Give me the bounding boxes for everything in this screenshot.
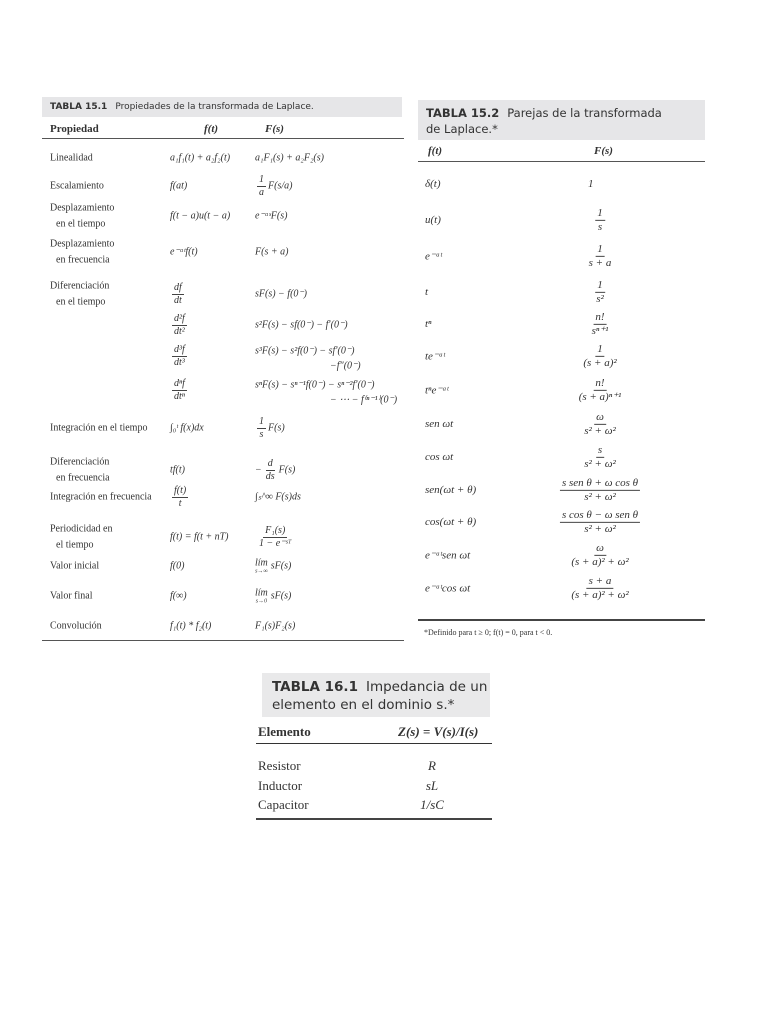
time-function: f(0) [170,560,185,572]
fraction [264,458,277,482]
laplace-transform: F(s + a) [255,246,289,258]
limit [255,588,268,605]
table-number: TABLA 16.1 [272,679,358,695]
denominator: dt² [174,325,185,337]
table-15-2-title [418,100,705,140]
property-label: Diferenciación [50,456,110,468]
limit [255,558,268,575]
laplace-transform: 1 [588,178,594,190]
property-label: en el tiempo [56,296,106,308]
time-function: cos ωt [425,451,454,463]
fraction [582,444,618,470]
lim-sub: s→∞ [255,568,268,575]
numerator: n! [595,376,605,389]
denominator: (s + a)ⁿ⁺¹ [578,390,622,403]
fraction [577,377,624,403]
expr: sF(s) [270,560,292,572]
table-title-cont: de Laplace.* [426,122,498,136]
numerator: s sen θ + ω cos θ [561,476,639,489]
time-function [170,344,189,368]
numerator: s [597,443,603,456]
laplace-transform: ∫ₛ^∞ F(s)ds [255,491,301,503]
laplace-transform [255,588,291,605]
impedance-value: R [428,758,436,773]
laplace-transform: s³F(s) − s²f(0⁻) − sf′(0⁻) [255,345,355,357]
denominator: s² + ω² [584,424,616,437]
property-label: Desplazamiento [50,238,115,250]
laplace-transform [558,509,642,535]
denominator: s² [596,292,604,305]
laplace-transform [255,174,292,198]
fraction [569,575,630,601]
fraction [172,282,184,306]
fraction [172,378,187,402]
numerator: 1 [597,278,603,291]
denominator: s² + ω² [584,522,616,535]
table-number: TABLA 15.2 [426,106,500,120]
property-label: en frecuencia [56,254,110,266]
prefix: − [255,464,262,476]
denominator: ds [265,470,275,482]
denominator: (s + a)² [583,356,617,369]
header-Fs: F(s) [265,123,284,135]
denominator: sⁿ⁺¹ [591,324,609,337]
table-title: Parejas de la transformada [507,106,662,120]
lim-sub: s→0 [255,598,268,605]
fraction [560,509,640,535]
numerator: d [267,458,273,469]
denominator: s² + ω² [584,457,616,470]
laplace-transform-cont: − ⋯ − f⁽ⁿ⁻¹⁾(0⁻) [330,394,398,406]
laplace-transform [255,458,295,482]
header-impedance: Z(s) = V(s)/I(s) [398,724,479,739]
fraction [560,477,640,503]
denominator: a [259,186,264,198]
element-name: Inductor [258,777,303,793]
numerator: d²f [174,313,185,324]
numerator: 1 [597,342,603,355]
fraction [172,485,188,509]
time-function: tⁿ [425,318,432,330]
numerator: dⁿf [174,378,185,389]
laplace-transform [580,411,620,437]
laplace-transform [585,243,616,269]
lim-text: lím [255,587,268,599]
denominator: t [178,497,182,509]
time-function: f₁(t) * f₂(t) [170,620,212,632]
time-function: tf(t) [170,464,185,476]
laplace-transform [580,444,620,470]
time-function: e⁻ᵃᵗ [425,250,442,263]
header-propiedad: Propiedad [50,123,99,135]
laplace-transform [255,525,295,549]
denominator: 1 − e⁻ˢᵀ [259,537,292,549]
time-function: f(∞) [170,590,187,602]
fraction [587,243,614,269]
property-label: Integración en frecuencia [50,491,152,503]
time-function: e⁻ᵃᵗcos ωt [425,582,471,595]
time-function: f(t − a)u(t − a) [170,210,231,222]
property-label: Desplazamiento [50,202,115,214]
fraction [594,279,606,305]
fraction [257,525,293,549]
numerator: 1 [597,206,603,219]
numerator: 1 [259,174,264,185]
table-number: TABLA 15.1 [50,102,108,112]
time-function [170,485,190,509]
numerator: s + a [588,574,612,587]
laplace-transform [593,207,607,233]
header-elemento: Elemento [258,724,311,739]
numerator: df [174,282,182,293]
numerator: d³f [174,344,185,355]
laplace-transform: a₁F₁(s) + a₂F₂(s) [255,152,324,164]
fraction [257,174,266,198]
fraction [582,411,618,437]
laplace-transform [567,542,632,568]
expr: sF(s) [270,590,292,602]
fraction [581,343,618,369]
numerator: ω [596,410,604,423]
fraction [257,416,266,440]
property-label: en el tiempo [56,218,106,230]
element-name: Capacitor [258,797,309,812]
suffix: F(s/a) [268,180,293,192]
divider [42,640,404,641]
time-function: e⁻ᵃᵗf(t) [170,246,198,258]
laplace-transform: sF(s) − f(0⁻) [255,288,308,300]
time-function: te⁻ᵃᵗ [425,350,445,363]
lim-text: lím [255,557,268,569]
element-name: Resistor [258,758,301,773]
time-function: a₁f₁(t) + a₂f₂(t) [170,152,231,164]
laplace-transform [255,416,285,440]
laplace-transform-cont: −f″(0⁻) [330,360,361,372]
property-label: Periodicidad en [50,523,113,535]
time-function: f(at) [170,180,188,192]
property-label: Valor final [50,590,93,602]
time-function: e⁻ᵃᵗsen ωt [425,549,471,562]
laplace-transform [575,377,626,403]
denominator: (s + a)² + ω² [571,588,629,601]
numerator: s cos θ − ω sen θ [561,508,639,521]
property-label: Diferenciación [50,280,110,292]
time-function [170,282,186,306]
time-function: sen ωt [425,418,454,430]
table-15-1-title [42,97,402,117]
numerator: n! [595,310,605,323]
laplace-transform [567,575,632,601]
time-function: cos(ωt + θ) [425,516,477,528]
numerator: ω [596,541,604,554]
time-function: t [425,286,429,298]
laplace-transform [588,311,613,337]
denominator: dt³ [174,356,185,368]
numerator: 1 [259,416,264,427]
header-ft: f(t) [428,145,443,157]
impedance-value: sL [425,777,439,793]
fraction [172,344,187,368]
time-function [170,313,189,337]
laplace-transform [255,558,291,575]
numerator: 1 [597,242,603,255]
suffix: F(s) [278,464,296,476]
time-function: ∫₀ᵗ f(x)dx [170,422,204,434]
property-label: Linealidad [50,152,93,164]
numerator: f(t) [174,485,187,496]
laplace-transform [592,279,608,305]
property-label: Escalamiento [50,180,104,192]
laplace-transform [579,343,620,369]
laplace-transform: sⁿF(s) − sⁿ⁻¹f(0⁻) − sⁿ⁻²f′(0⁻) [255,379,375,391]
time-function: δ(t) [425,178,441,190]
denominator: s² + ω² [584,490,616,503]
denominator: (s + a)² + ω² [571,555,629,568]
suffix: F(s) [268,422,285,434]
table-16-1-title [262,673,490,717]
header-ft: f(t) [204,123,219,135]
property-label: en frecuencia [56,472,110,484]
property-label: el tiempo [56,539,94,551]
footnote: *Definido para t ≥ 0; f(t) = 0, para t < 0. [424,628,553,637]
fraction [590,311,611,337]
time-function: u(t) [425,214,441,226]
denominator: s [259,428,264,440]
property-label: Valor inicial [50,560,100,572]
table-title-cont: elemento en el dominio s.* [272,697,455,713]
fraction [595,207,605,233]
denominator: s [597,220,603,233]
time-function: tⁿe⁻ᵃᵗ [425,384,449,397]
denominator: s + a [588,256,612,269]
header-Fs: F(s) [594,145,613,157]
impedance-value: 1/sC [420,797,444,812]
divider [256,818,492,820]
divider [418,161,705,162]
fraction [569,542,630,568]
divider [42,138,404,139]
numerator: F₁(s) [265,525,286,536]
table-title: Impedancia de un [365,679,488,695]
laplace-transform: s²F(s) − sf(0⁻) − f′(0⁻) [255,319,348,331]
property-label: Convolución [50,620,102,632]
divider [418,619,705,621]
time-function: f(t) = f(t + nT) [170,531,229,543]
time-function: sen(ωt + θ) [425,484,477,496]
laplace-transform [558,477,642,503]
divider [256,743,492,744]
table-title: Propiedades de la transformada de Laplace. [115,102,314,112]
time-function [170,378,189,402]
denominator: dtⁿ [174,390,185,402]
laplace-transform: e⁻ᵃˢF(s) [255,210,288,222]
laplace-transform: F₁(s)F₂(s) [255,620,296,632]
property-label: Integración en el tiempo [50,422,148,434]
fraction [172,313,187,337]
denominator: dt [174,294,182,306]
